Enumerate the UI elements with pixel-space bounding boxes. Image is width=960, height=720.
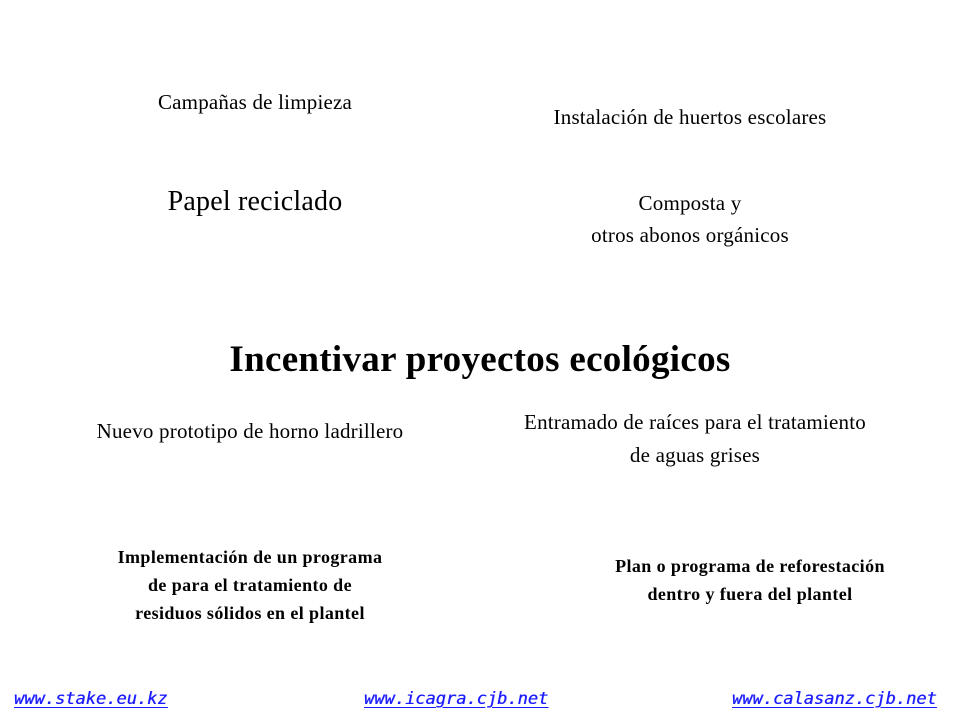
item-composta-line-2: otros abonos orgánicos <box>591 223 789 247</box>
item-composta-line-1: Composta y <box>638 191 742 215</box>
item-huertos-escolares: Instalación de huertos escolares <box>553 105 827 129</box>
slide-title: Incentivar proyectos ecológicos <box>229 339 731 380</box>
item-entramado-raices <box>470 406 920 472</box>
item-horno-ladrillero: Nuevo prototipo de horno ladrillero <box>96 419 404 443</box>
item-raices-line-2: de aguas grises <box>629 443 761 467</box>
footer-link-stake[interactable]: www.stake.eu.kz <box>14 689 168 709</box>
item-residuos-line-3: residuos sólidos en el plantel <box>135 603 365 623</box>
item-reforestacion <box>550 552 950 608</box>
item-residuos-line-2: de para el tratamiento de <box>148 575 352 595</box>
footer-link-calasanz[interactable]: www.calasanz.cjb.net <box>732 689 937 709</box>
item-raices-line-1: Entramado de raíces para el tratamiento <box>524 410 866 434</box>
item-papel-reciclado: Papel reciclado <box>167 186 343 217</box>
item-composta <box>490 187 890 251</box>
item-reforest-line-1: Plan o programa de reforestación <box>615 556 885 576</box>
item-campanas-limpieza: Campañas de limpieza <box>157 90 353 114</box>
footer-link-icagra[interactable]: www.icagra.cjb.net <box>364 689 549 709</box>
item-reforest-line-2: dentro y fuera del plantel <box>647 584 853 604</box>
item-residuos-line-1: Implementación de un programa <box>117 547 383 567</box>
item-residuos-solidos <box>55 543 445 627</box>
